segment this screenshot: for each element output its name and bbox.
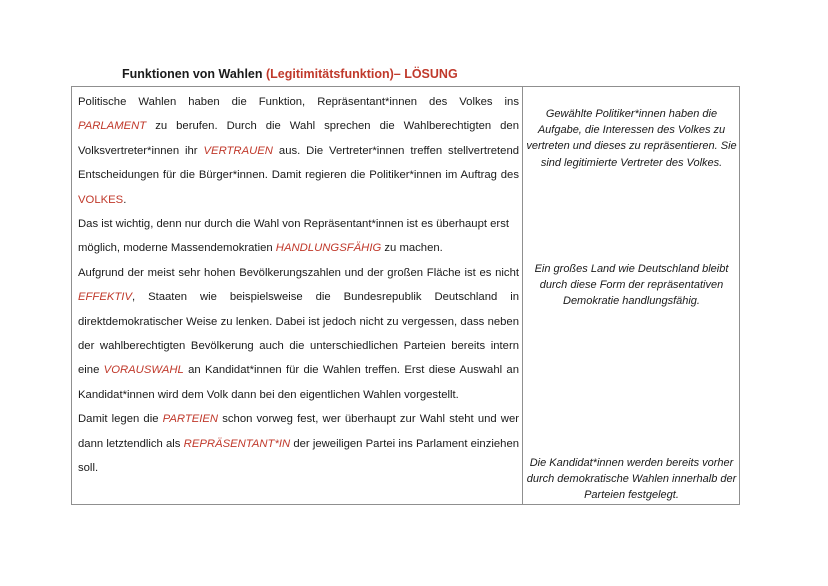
p2-text-2: zu machen. bbox=[384, 242, 443, 255]
paragraph-4 bbox=[78, 407, 519, 480]
title-main: Funktionen von Wahlen bbox=[122, 67, 263, 81]
title-suffix: – LÖSUNG bbox=[393, 67, 458, 81]
side-note-2: Ein großes Land wie Deutschland bleibt durch diese Form der repräsentativen Demokratie handlungsfähig. bbox=[534, 263, 729, 308]
keyword-parlament: PARLAMENT bbox=[78, 120, 147, 133]
column-divider bbox=[522, 87, 523, 504]
keyword-vorauswahl: VORAUSWAHL bbox=[103, 364, 184, 377]
keyword-handlungsfaehig: HANDLUNGSFÄHIG bbox=[275, 242, 382, 255]
p1-text-1: Politische Wahlen haben die Funktion, Repräsentant*innen des Volkes ins bbox=[78, 96, 519, 108]
p2-text-1: Das ist wichtig, denn nur durch die Wahl von Repräsentant*innen ist es überhaupt erst möglich, moderne Massendemokratien bbox=[78, 218, 509, 255]
side-note-3: Die Kandidat*innen werden bereits vorher durch demokratische Wahlen innerhalb der Parteien festgelegt. bbox=[526, 457, 737, 502]
p1-text-2: zu berufen. Durch die Wahl sprechen die Wahlberechtigten den Volksvertreter*innen ihr bbox=[78, 120, 519, 157]
side-note-1: Gewählte Politiker*innen haben die Aufgabe, die Interessen des Volkes zu vertreten und dieses zu repräsentieren. Sie sind legitimierte Vertreter des Volkes. bbox=[526, 108, 737, 169]
paragraph-2 bbox=[78, 212, 519, 261]
p3-text-1: Aufgrund der meist sehr hohen Bevölkerungszahlen und der großen Fläche ist es nicht bbox=[78, 266, 519, 279]
p3-text-2: , Staaten wie beispielsweise die Bundesrepublik Deutschland in direktdemokratischer Weise zu lenken. Dabei ist jedoch nicht zu vergessen, dass neben der wahlberechtigten Bevölkerung auch die unterschiedlichen Parteien bereits intern eine bbox=[78, 291, 519, 377]
p4-text-3: der jeweiligen Partei ins Parlament einziehen soll. bbox=[78, 437, 520, 475]
p1-text-3: aus. Die Vertreter*innen treffen stellvertretend Entscheidungen für die Bürger*innen. Damit regieren die Politiker*innen im Auftrag des bbox=[78, 144, 520, 182]
p4-text-2: schon vorweg fest, wer überhaupt zur Wahl steht und wer dann letztendlich als bbox=[78, 413, 520, 450]
keyword-effektiv: EFFEKTIV bbox=[78, 291, 132, 304]
keyword-volkes: VOLKES bbox=[78, 193, 124, 206]
keyword-repraesentant: REPRÄSENTANT*IN bbox=[183, 437, 291, 450]
main-text-column bbox=[78, 90, 519, 481]
paragraph-3 bbox=[78, 261, 519, 407]
keyword-vertrauen: VERTRAUEN bbox=[203, 144, 273, 157]
p1-text-4: . bbox=[123, 193, 127, 206]
title-sub: (Legitimitätsfunktion) bbox=[266, 67, 394, 81]
keyword-parteien: PARTEIEN bbox=[162, 413, 219, 426]
paragraph-1 bbox=[78, 90, 519, 212]
worksheet-title bbox=[122, 67, 458, 81]
solution-table bbox=[71, 86, 740, 505]
p3-text-3: an Kandidat*innen für die Wahlen treffen. Erst diese Auswahl an Kandidat*innen wird dem Volk dann bei den eigentlichen Wahlen vorgestellt. bbox=[78, 364, 519, 401]
p4-text-1: Damit legen die bbox=[78, 413, 159, 426]
